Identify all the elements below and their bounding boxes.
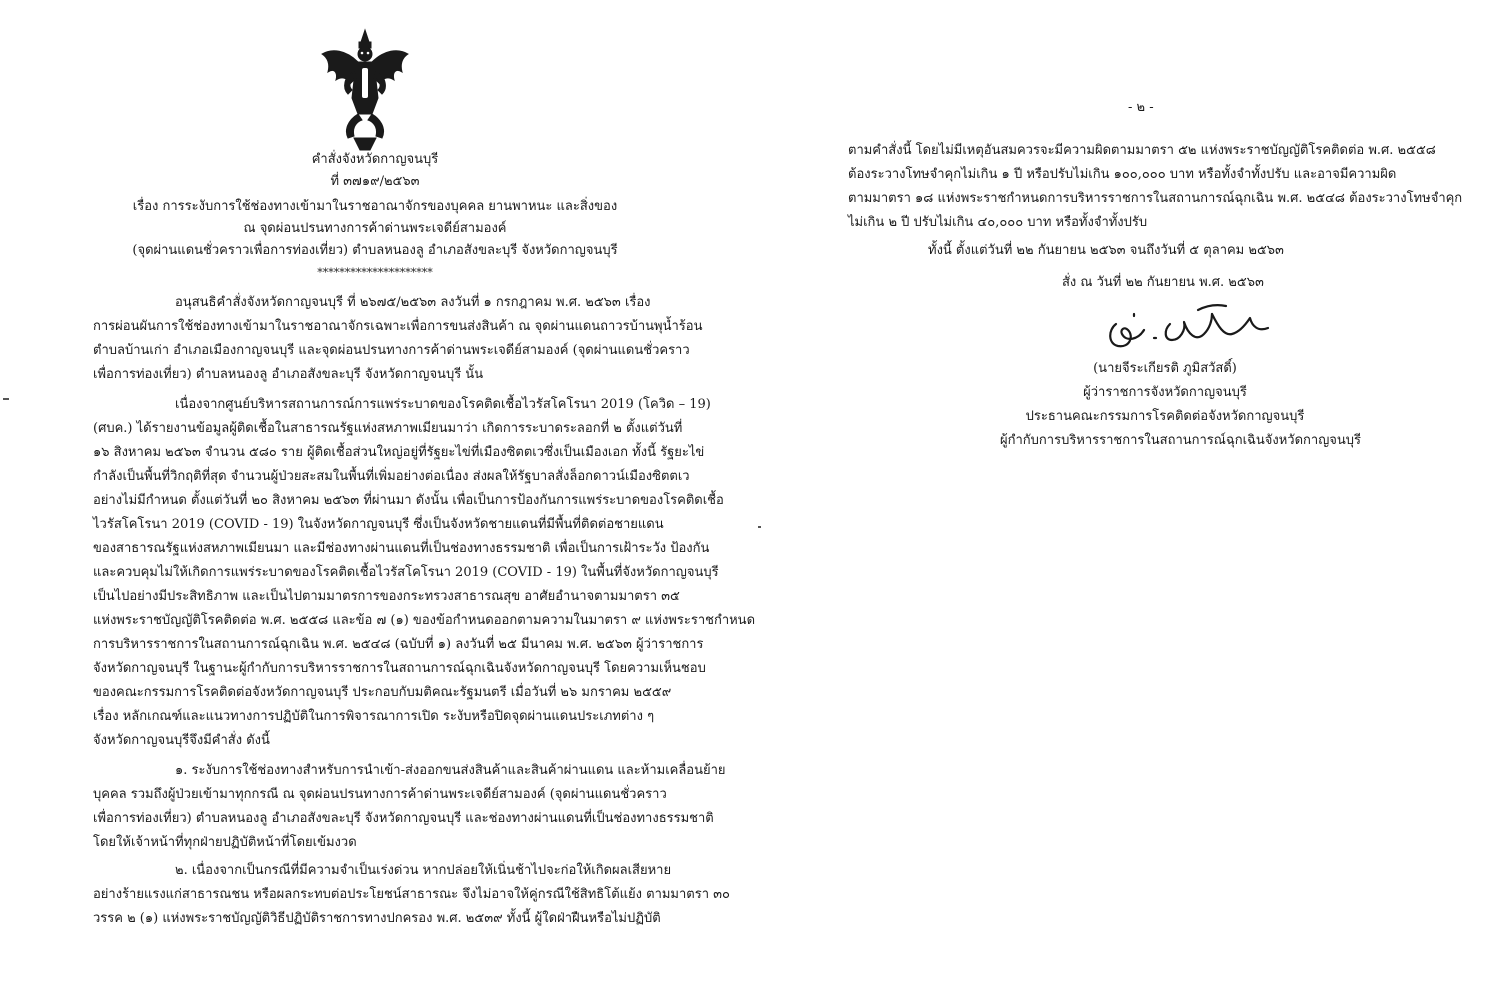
signer-name: (นายจีระเกียรติ ภูมิสวัสดิ์) — [1093, 361, 1237, 376]
body-line: บุคคล รวมถึงผู้ป่วยเข้ามาทุกกรณี ณ จุดผ่อนปรนทางการค้าด่านพระเจดีย์สามองค์ (จุดผ่านแดนชั่วคราว — [93, 787, 667, 802]
order-date: สั่ง ณ วันที่ ๒๒ กันยายน พ.ศ. ๒๕๖๓ — [1062, 275, 1264, 290]
body-line: ต้องระวางโทษจำคุกไม่เกิน ๑ ปี หรือปรับไม่เกิน ๑๐๐,๐๐๐ บาท หรือทั้งจำทั้งปรับ และอาจมีความผิด — [848, 167, 1397, 182]
subject-line: เรื่อง การระงับการใช้ช่องทางเข้ามาในราชอาณาจักรของบุคคล ยานพาหนะ และสิ่งของ — [132, 199, 618, 214]
body-line: ตำบลบ้านเก่า อำเภอเมืองกาญจนบุรี และจุดผ่อนปรนทางการค้าด่านพระเจดีย์สามองค์ (จุดผ่านแดนชั่วคราว — [93, 343, 690, 358]
body-line: จังหวัดกาญจนบุรี ในฐานะผู้กำกับการบริหารราชการในสถานการณ์ฉุกเฉินจังหวัดกาญจนบุรี โดยความเห็นชอบ — [93, 661, 706, 676]
body-line: ๑๖ สิงหาคม ๒๕๖๓ จำนวน ๕๘๐ ราย ผู้ติดเชื้อส่วนใหญ่อยู่ที่รัฐยะไข่ที่เมืองซิตตเวซึ่งเป็นเมืองเอก ทั้งนี้ รัฐยะไข่ — [93, 445, 705, 460]
separator: ********************* — [317, 266, 433, 279]
body-line: อนุสนธิคำสั่งจังหวัดกาญจนบุรี ที่ ๒๖๗๕/๒๕๖๓ ลงวันที่ ๑ กรกฎาคม พ.ศ. ๒๕๖๓ เรื่อง — [175, 295, 651, 310]
garuda-emblem-icon — [318, 28, 412, 152]
signature-mark — [1100, 300, 1280, 360]
signer-title: ผู้กำกับการบริหารราชการในสถานการณ์ฉุกเฉินจังหวัดกาญจนบุรี — [1000, 433, 1362, 448]
page-number: - ๒ - — [1128, 100, 1154, 115]
body-line: แห่งพระราชบัญญัติโรคติดต่อ พ.ศ. ๒๕๕๘ และข้อ ๗ (๑) ของข้อกำหนดออกตามความในมาตรา ๙ แห่งพระราชกำหนด — [93, 613, 756, 628]
body-line: และควบคุมไม่ให้เกิดการแพร่ระบาดของโรคติดเชื้อไวรัสโคโรนา 2019 (COVID - 19) ในพื้นที่จังหวัดกาญจนบุรี — [93, 565, 719, 580]
body-line: ไวรัสโคโรนา 2019 (COVID - 19) ในจังหวัดกาญจนบุรี ซึ่งเป็นจังหวัดชายแดนที่มีพื้นที่ติดต่อชายแดน — [93, 517, 664, 532]
order-number: ที่ ๓๗๑๙/๒๕๖๓ — [330, 174, 420, 189]
scan-speck — [758, 526, 761, 528]
signer-title: ประธานคณะกรรมการโรคติดต่อจังหวัดกาญจนบุรี — [1025, 409, 1305, 424]
body-line: เรื่อง หลักเกณฑ์และแนวทางการปฏิบัติในการพิจารณาการเปิด ระงับหรือปิดจุดผ่านแดนประเภทต่าง ๆ — [93, 709, 655, 724]
effective-period: ทั้งนี้ ตั้งแต่วันที่ ๒๒ กันยายน ๒๕๖๓ จนถึงวันที่ ๕ ตุลาคม ๒๕๖๓ — [928, 243, 1284, 258]
body-line: อย่างร้ายแรงแก่สาธารณชน หรือผลกระทบต่อประโยชน์สาธารณะ จึงไม่อาจให้คู่กรณีใช้สิทธิโต้แย้ง ตามมาตรา ๓๐ — [93, 887, 730, 902]
body-line: จังหวัดกาญจนบุรีจึงมีคำสั่ง ดังนี้ — [93, 733, 270, 748]
body-line: ไม่เกิน ๒ ปี ปรับไม่เกิน ๔๐,๐๐๐ บาท หรือทั้งจำทั้งปรับ — [848, 215, 1148, 230]
body-line: อย่างไม่มีกำหนด ตั้งแต่วันที่ ๒๐ สิงหาคม ๒๕๖๓ ที่ผ่านมา ดังนั้น เพื่อเป็นการป้องกันการแพร่ระบาดของโรคติดเชื้อ — [93, 493, 724, 508]
scan-speck — [3, 398, 9, 400]
body-line: กำลังเป็นพื้นที่วิกฤติที่สุด จำนวนผู้ป่วยสะสมในพื้นที่เพิ่มอย่างต่อเนื่อง ส่งผลให้รัฐบาลสั่งล็อกดาวน์เมืองซิตตเว — [93, 469, 690, 484]
body-line: ๒. เนื่องจากเป็นกรณีที่มีความจำเป็นเร่งด่วน หากปล่อยให้เนิ่นช้าไปจะก่อให้เกิดผลเสียหาย — [175, 863, 672, 878]
body-line: ของสาธารณรัฐแห่งสหภาพเมียนมา และมีช่องทางผ่านแดนที่เป็นช่องทางธรรมชาติ เพื่อเป็นการเฝ้าระวัง ป้องกัน — [93, 541, 710, 556]
body-line: วรรค ๒ (๑) แห่งพระราชบัญญัติวิธีปฏิบัติราชการทางปกครอง พ.ศ. ๒๕๓๙ ทั้งนี้ ผู้ใดฝ่าฝืนหรือไม่ปฏิบัติ — [93, 911, 661, 926]
order-title: คำสั่งจังหวัดกาญจนบุรี — [311, 152, 439, 167]
body-line: ตามมาตรา ๑๘ แห่งพระราชกำหนดการบริหารราชการในสถานการณ์ฉุกเฉิน พ.ศ. ๒๕๔๘ ต้องระวางโทษจำคุก — [848, 191, 1463, 206]
body-line: เนื่องจากศูนย์บริหารสถานการณ์การแพร่ระบาดของโรคติดเชื้อไวรัสโคโรนา 2019 (โควิด – 19) — [175, 397, 711, 412]
body-line: การบริหารราชการในสถานการณ์ฉุกเฉิน พ.ศ. ๒๕๔๘ (ฉบับที่ ๑) ลงวันที่ ๒๕ มีนาคม พ.ศ. ๒๕๖๓ ผู้ว่าราชการ — [93, 637, 704, 652]
body-line: ของคณะกรรมการโรคติดต่อจังหวัดกาญจนบุรี ประกอบกับมติคณะรัฐมนตรี เมื่อวันที่ ๒๖ มกราคม ๒๕๕๙ — [93, 685, 672, 700]
body-line: ตามคำสั่งนี้ โดยไม่มีเหตุอันสมควรจะมีความผิดตามมาตรา ๕๒ แห่งพระราชบัญญัติโรคติดต่อ พ.ศ. ๒๕๕๘ — [848, 143, 1436, 158]
subject-line: (จุดผ่านแดนชั่วคราวเพื่อการท่องเที่ยว) ตำบลหนองลู อำเภอสังขละบุรี จังหวัดกาญจนบุรี — [132, 243, 618, 258]
body-line: โดยให้เจ้าหน้าที่ทุกฝ่ายปฏิบัติหน้าที่โดยเข้มงวด — [93, 835, 357, 850]
signer-title: ผู้ว่าราชการจังหวัดกาญจนบุรี — [1083, 385, 1247, 400]
body-line: การผ่อนผันการใช้ช่องทางเข้ามาในราชอาณาจักรเฉพาะเพื่อการขนส่งสินค้า ณ จุดผ่านแดนถาวรบ้านพุน้ำร้อน — [93, 319, 703, 334]
body-line: เพื่อการท่องเที่ยว) ตำบลหนองลู อำเภอสังขละบุรี จังหวัดกาญจนบุรี นั้น — [93, 367, 484, 382]
body-line: ๑. ระงับการใช้ช่องทางสำหรับการนำเข้า-ส่งออกขนส่งสินค้าและสินค้าผ่านแดน และห้ามเคลื่อนย้าย — [175, 763, 726, 778]
subject-line: ณ จุดผ่อนปรนทางการค้าด่านพระเจดีย์สามองค์ — [243, 221, 507, 236]
body-line: (ศบค.) ได้รายงานข้อมูลผู้ติดเชื้อในสาธารณรัฐแห่งสหภาพเมียนมาว่า เกิดการระบาดระลอกที่ ๒ ตั้งแต่วันที่ — [93, 421, 683, 436]
body-line: เป็นไปอย่างมีประสิทธิภาพ และเป็นไปตามมาตรการของกระทรวงสาธารณสุข อาศัยอำนาจตามมาตรา ๓๕ — [93, 589, 680, 604]
body-line: เพื่อการท่องเที่ยว) ตำบลหนองลู อำเภอสังขละบุรี จังหวัดกาญจนบุรี และช่องทางผ่านแดนที่เป็นช่องทางธรรมชาติ — [93, 811, 714, 826]
